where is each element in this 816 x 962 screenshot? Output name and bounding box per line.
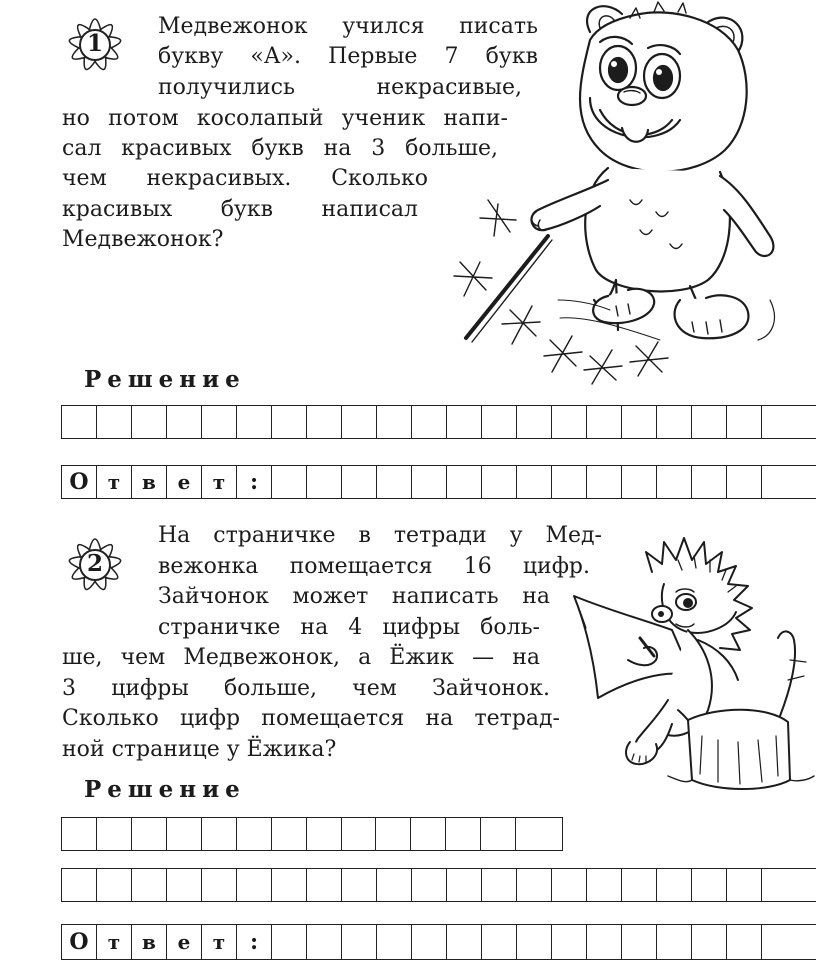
answer-letter: т bbox=[202, 466, 237, 498]
grid-cell[interactable] bbox=[412, 869, 447, 901]
answer-letter: : bbox=[237, 466, 272, 498]
grid-cell[interactable] bbox=[482, 466, 517, 498]
answer-letter: в bbox=[132, 466, 167, 498]
grid-cell[interactable] bbox=[622, 925, 657, 959]
grid-cell[interactable] bbox=[727, 869, 762, 901]
grid-cell[interactable] bbox=[447, 406, 482, 438]
grid-cell[interactable] bbox=[202, 818, 237, 850]
grid-cell[interactable] bbox=[517, 925, 552, 959]
problem-2-line: Сколько цифр помещается на тетрад- bbox=[62, 706, 560, 731]
grid-cell[interactable] bbox=[552, 406, 587, 438]
answer-letter: т bbox=[97, 925, 132, 959]
grid-cell[interactable] bbox=[376, 818, 411, 850]
grid-cell[interactable] bbox=[762, 406, 797, 438]
grid-cell[interactable] bbox=[517, 406, 552, 438]
answer-letter: е bbox=[167, 925, 202, 959]
problem-2-line: ной странице у Ёжика? bbox=[62, 737, 337, 762]
grid-cell[interactable] bbox=[342, 406, 377, 438]
grid-cell[interactable] bbox=[412, 925, 447, 959]
grid-cell[interactable] bbox=[342, 466, 377, 498]
problem-2-solution-grid-row-2[interactable] bbox=[61, 868, 816, 902]
problem-1-line: сал красивых букв на 3 больше, bbox=[62, 136, 498, 161]
grid-cell[interactable] bbox=[377, 466, 412, 498]
grid-cell[interactable] bbox=[167, 869, 202, 901]
grid-cell[interactable] bbox=[307, 925, 342, 959]
grid-cell[interactable] bbox=[447, 925, 482, 959]
grid-cell[interactable] bbox=[97, 818, 132, 850]
grid-cell[interactable] bbox=[657, 466, 692, 498]
problem-2-line: Зайчонок может написать на bbox=[158, 584, 550, 609]
problem-2-number: 2 bbox=[86, 550, 103, 577]
answer-letter: О bbox=[62, 925, 97, 959]
problem-1-line: но потом косолапый ученик напи- bbox=[62, 106, 508, 131]
grid-cell[interactable] bbox=[377, 869, 412, 901]
grid-cell[interactable] bbox=[481, 818, 516, 850]
grid-cell[interactable] bbox=[517, 466, 552, 498]
problem-1-line: букву «А». Первые 7 букв bbox=[158, 44, 538, 69]
grid-cell[interactable] bbox=[272, 818, 307, 850]
problem-1-solution-label: Решение bbox=[84, 366, 246, 393]
grid-cell[interactable] bbox=[692, 869, 727, 901]
grid-cell[interactable] bbox=[412, 406, 447, 438]
problem-1-flower-badge bbox=[56, 6, 134, 84]
grid-cell[interactable] bbox=[307, 406, 342, 438]
grid-cell[interactable] bbox=[692, 925, 727, 959]
answer-letter: е bbox=[167, 466, 202, 498]
answer-letter: : bbox=[237, 925, 272, 959]
grid-cell[interactable] bbox=[237, 406, 272, 438]
grid-cell[interactable] bbox=[447, 466, 482, 498]
grid-cell[interactable] bbox=[62, 869, 97, 901]
answer-letter: О bbox=[62, 466, 97, 498]
grid-cell[interactable] bbox=[552, 925, 587, 959]
grid-cell[interactable] bbox=[762, 925, 797, 959]
grid-cell[interactable] bbox=[342, 818, 377, 850]
problem-1-line: Медвежонок? bbox=[62, 227, 224, 252]
grid-cell[interactable] bbox=[447, 869, 482, 901]
grid-cell[interactable] bbox=[97, 869, 132, 901]
problem-2-line: 3 цифры больше, чем Зайчонок. bbox=[62, 676, 550, 701]
problem-1-line: получились некрасивые, bbox=[158, 75, 522, 100]
grid-cell[interactable] bbox=[587, 406, 622, 438]
problem-2-line: вежонка помещается 16 цифр. bbox=[158, 554, 590, 579]
problem-1-line: Медвежонок учился писать bbox=[158, 14, 538, 39]
grid-cell[interactable] bbox=[62, 818, 97, 850]
grid-cell[interactable] bbox=[377, 925, 412, 959]
grid-cell[interactable] bbox=[657, 406, 692, 438]
grid-cell[interactable] bbox=[517, 869, 552, 901]
grid-cell[interactable] bbox=[482, 925, 517, 959]
grid-cell[interactable] bbox=[132, 869, 167, 901]
grid-cell[interactable] bbox=[167, 818, 202, 850]
problem-1-line: чем некрасивых. Сколько bbox=[62, 166, 428, 191]
grid-cell[interactable] bbox=[377, 406, 412, 438]
grid-cell[interactable] bbox=[272, 466, 307, 498]
grid-cell[interactable] bbox=[411, 818, 446, 850]
grid-cell[interactable] bbox=[727, 406, 762, 438]
grid-cell[interactable] bbox=[762, 466, 797, 498]
grid-cell[interactable] bbox=[552, 869, 587, 901]
problem-2-line: На страничке в тетради у Мед- bbox=[158, 523, 602, 548]
grid-cell[interactable] bbox=[516, 818, 563, 850]
grid-cell[interactable] bbox=[132, 818, 167, 850]
grid-cell[interactable] bbox=[692, 466, 727, 498]
problem-2-line: страничке на 4 цифры боль- bbox=[158, 615, 540, 640]
grid-cell[interactable] bbox=[692, 406, 727, 438]
grid-cell[interactable] bbox=[307, 869, 342, 901]
hedgehog-illustration bbox=[568, 530, 816, 800]
grid-cell[interactable] bbox=[272, 925, 307, 959]
grid-cell[interactable] bbox=[587, 466, 622, 498]
grid-cell[interactable] bbox=[62, 406, 97, 438]
grid-cell[interactable] bbox=[272, 869, 307, 901]
grid-cell[interactable] bbox=[167, 406, 202, 438]
grid-cell[interactable] bbox=[342, 869, 377, 901]
grid-cell[interactable] bbox=[202, 869, 237, 901]
grid-cell[interactable] bbox=[202, 406, 237, 438]
grid-cell[interactable] bbox=[762, 869, 797, 901]
grid-cell[interactable] bbox=[307, 466, 342, 498]
problem-1-answer-row[interactable] bbox=[61, 465, 816, 499]
grid-cell[interactable] bbox=[97, 406, 132, 438]
grid-cell[interactable] bbox=[587, 925, 622, 959]
grid-cell[interactable] bbox=[727, 466, 762, 498]
problem-2-line: ше, чем Медвежонок, а Ёжик — на bbox=[62, 645, 540, 670]
grid-cell[interactable] bbox=[272, 406, 307, 438]
problem-2-solution-grid-row-1[interactable] bbox=[61, 817, 563, 851]
answer-letter: т bbox=[97, 466, 132, 498]
problem-2-solution-label: Решение bbox=[84, 776, 246, 803]
grid-cell[interactable] bbox=[587, 869, 622, 901]
grid-cell[interactable] bbox=[132, 406, 167, 438]
answer-letter: в bbox=[132, 925, 167, 959]
grid-cell[interactable] bbox=[657, 925, 692, 959]
grid-cell[interactable] bbox=[622, 466, 657, 498]
grid-cell[interactable] bbox=[446, 818, 481, 850]
grid-cell[interactable] bbox=[307, 818, 342, 850]
problem-1-solution-grid[interactable] bbox=[61, 405, 816, 439]
problem-1-line: красивых букв написал bbox=[62, 197, 418, 222]
answer-letter: т bbox=[202, 925, 237, 959]
grid-cell[interactable] bbox=[552, 466, 587, 498]
grid-cell[interactable] bbox=[482, 406, 517, 438]
grid-cell[interactable] bbox=[622, 406, 657, 438]
grid-cell[interactable] bbox=[412, 466, 447, 498]
grid-cell[interactable] bbox=[237, 869, 272, 901]
grid-cell[interactable] bbox=[342, 925, 377, 959]
bear-illustration bbox=[440, 0, 816, 385]
grid-cell[interactable] bbox=[622, 869, 657, 901]
grid-cell[interactable] bbox=[237, 818, 272, 850]
problem-2-answer-row[interactable] bbox=[61, 924, 816, 960]
grid-cell[interactable] bbox=[727, 925, 762, 959]
problem-1-number: 1 bbox=[86, 30, 103, 57]
grid-cell[interactable] bbox=[657, 869, 692, 901]
problem-2-flower-badge bbox=[56, 526, 134, 604]
grid-cell[interactable] bbox=[482, 869, 517, 901]
